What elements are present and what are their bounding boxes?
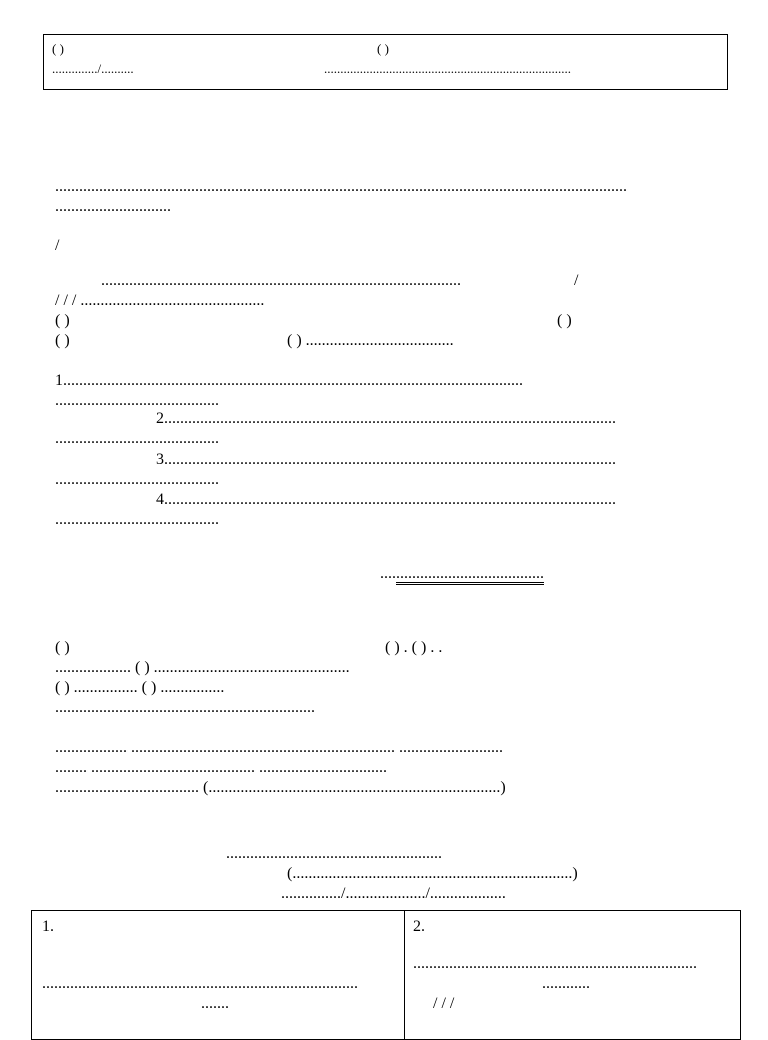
footer-right-line-1: 2.: [413, 918, 425, 935]
signature-line-prefix: ....: [380, 565, 396, 582]
signature-line: [380, 564, 544, 584]
footer-right-line-2: .......................................................................: [413, 955, 697, 972]
section2-heading: /: [55, 237, 60, 254]
footer-left-line-3: ...............................................................................: [42, 975, 358, 992]
header-row-1-right: ( ): [377, 41, 389, 56]
section1-name-continuation: .............................: [55, 198, 171, 215]
footer-left-line-1: 1.: [42, 918, 54, 935]
list-item-3-sub: .........................................: [55, 471, 219, 488]
footer-left-line-4: .......: [201, 995, 229, 1012]
section2-paragraph-3a: ( ): [55, 312, 70, 329]
section2-paragraph-4b: ( ) .....................................: [287, 332, 454, 349]
list-item-1: 1...................................................................................................................: [55, 372, 523, 389]
section3-line-9: .................................... (.........................................................................): [55, 779, 506, 796]
section3-line-3: ................... ( ) .................................................: [55, 659, 350, 676]
section2-paragraph-2: / / / ..............................................: [55, 292, 265, 309]
closing-date: .............../..................../...................: [281, 885, 506, 902]
section3-line-4: ( ) ................ ( ) ................: [55, 679, 225, 696]
footer-table: [31, 910, 741, 1040]
list-item-2: 2.................................................................................................................: [156, 410, 616, 427]
footer-right-line-4: / / /: [433, 995, 455, 1012]
list-item-3: 3.................................................................................................................: [156, 451, 616, 468]
list-item-2-sub: .........................................: [55, 430, 219, 447]
section3-line-5: .................................................................: [55, 699, 315, 716]
footer-table-divider: [404, 911, 405, 1040]
section3-line-8: ........ ......................................... ................................: [55, 759, 387, 776]
signature-underline: .....................................: [396, 565, 544, 585]
section2-paragraph-4a: ( ): [55, 332, 70, 349]
closing-signer-line: ......................................................: [226, 845, 442, 862]
header-row-2: ............../..........: [52, 61, 134, 76]
section2-paragraph-1-end: /: [574, 272, 579, 289]
header-notice-box: [43, 34, 728, 90]
section2-paragraph-3b: ( ): [557, 312, 572, 329]
header-row-2-dots: ............................................................................: [324, 61, 571, 76]
footer-right-line-3: ............: [542, 975, 590, 992]
list-item-4-sub: .........................................: [55, 511, 219, 528]
list-item-1-sub: .........................................: [55, 392, 219, 409]
header-row-1-left: ( ): [52, 41, 64, 56]
closing-signer-name: (......................................................................): [287, 865, 578, 882]
section3-line-2b: ( ) . ( ) . .: [385, 639, 443, 656]
section3-line-7: .................. .................................................................. ..........................: [55, 739, 503, 756]
list-item-4: 4.................................................................................................................: [156, 491, 616, 508]
section1-name-line: ...............................................................................................................................................: [55, 178, 627, 195]
section3-line-2a: ( ): [55, 639, 70, 656]
section2-paragraph-1: ..........................................................................................: [101, 272, 461, 289]
